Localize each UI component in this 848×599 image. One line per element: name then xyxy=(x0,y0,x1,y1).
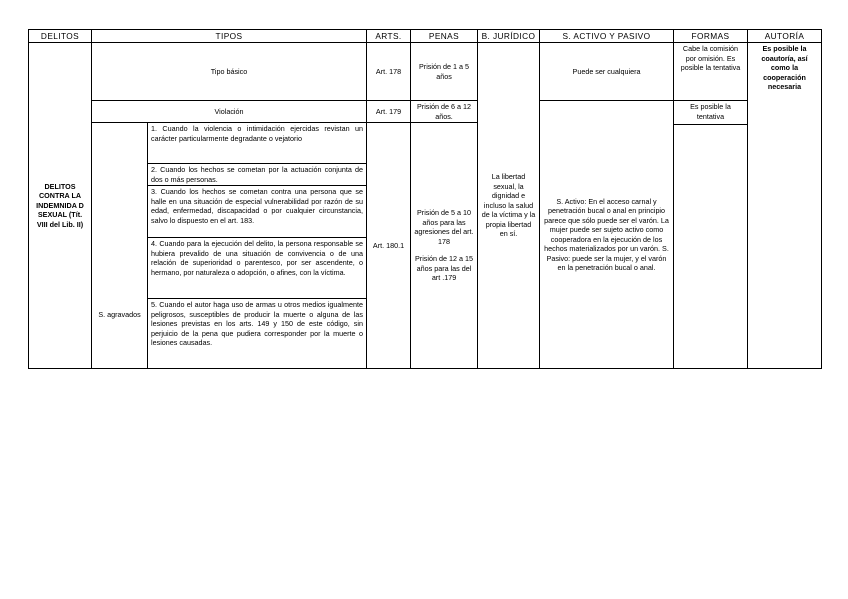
violacion-label: Violación xyxy=(92,101,367,123)
autoria: Es posible la coautoría, así como la cooperación necesaria xyxy=(748,43,822,369)
tipo-basico-sujetos: Puede ser cualquiera xyxy=(540,43,674,101)
violacion-formas: Es posible la tentativa xyxy=(674,101,747,125)
header-formas: FORMAS xyxy=(674,30,748,43)
header-arts: ARTS. xyxy=(367,30,411,43)
agravantes-list xyxy=(148,123,367,369)
row-tipo-basico xyxy=(29,43,822,101)
tipo-basico-formas: Cabe la comisión por omisión. Es posible la tentativa xyxy=(674,43,748,101)
tipo-basico-pena: Prisión de 1 a 5 años xyxy=(411,43,478,101)
agravados-pena-2: Prisión de 12 a 15 años para las del art .179 xyxy=(415,254,473,283)
tipo-basico-label: Tipo básico xyxy=(92,43,367,101)
header-autoria: AUTORÍA xyxy=(748,30,822,43)
agravante-4: 4. Cuando para la ejecución del delito, la persona responsable se hubiera prevalido de una situación de convivencia o de una relación de superioridad o parentesco, por ser ascendente, o hermano, por naturaleza o adopción, o afines, con la víctima. xyxy=(148,238,366,299)
violacion-pena: Prisión de 6 a 12 años. xyxy=(411,101,478,123)
agravante-3: 3. Cuando los hechos se cometan contra una persona que se halle en una situación de especial vulnerabilidad por razón de su edad, enfermedad, discapacidad o por cualquier circunstancia, salvo lo dispuesto en el art. 183. xyxy=(148,186,366,238)
header-row xyxy=(29,30,822,43)
agravados-art: Art. 180.1 xyxy=(367,123,411,369)
agravados-label: S. agravados xyxy=(92,123,148,369)
header-delitos: DELITOS xyxy=(29,30,92,43)
agravados-pena-1: Prisión de 5 a 10 años para las agresiones del art. 178 xyxy=(414,208,474,246)
header-bien-juridico: B. JURÍDICO xyxy=(478,30,540,43)
violacion-formas-cell xyxy=(674,101,748,369)
delitos-table xyxy=(28,29,822,369)
agravados-penas xyxy=(411,123,478,369)
row-violacion xyxy=(29,101,822,123)
agravante-1: 1. Cuando la violencia o intimidación ejercidas revistan un carácter particularmente degradante o vejatorio xyxy=(148,123,366,164)
header-tipos: TIPOS xyxy=(92,30,367,43)
agravante-5: 5. Cuando el autor haga uso de armas u otros medios igualmente peligrosos, susceptibles de producir la muerte o alguna de las lesiones previstas en los arts. 149 y 150 de este código, sin perjuicio de la pena que pudiera corresponder por la muerte o lesiones causadas. xyxy=(151,300,363,347)
bien-juridico: La libertad sexual, la dignidad e incluso la salud de la víctima y la propia libertad en sí. xyxy=(478,43,540,369)
header-penas: PENAS xyxy=(411,30,478,43)
sujetos-detalle: S. Activo: En el acceso carnal y penetración bucal o anal en principio parece que sólo puede ser el varón. La mujer puede ser sujeto activo como cooperadora en la ejecución de los hechos materializados por un varón. S. Pasivo: puede ser la mujer, y el varón en la penetración bucal o anal. xyxy=(540,101,674,369)
tipo-basico-art: Art. 178 xyxy=(367,43,411,101)
delito-name: DELITOS CONTRA LA INDEMNIDA D SEXUAL (Tít. VIII del Lib. II) xyxy=(29,43,92,369)
agravante-2: 2. Cuando los hechos se cometan por la actuación conjunta de dos o más personas. xyxy=(148,164,366,186)
header-sujetos: S. ACTIVO Y PASIVO xyxy=(540,30,674,43)
violacion-art: Art. 179 xyxy=(367,101,411,123)
